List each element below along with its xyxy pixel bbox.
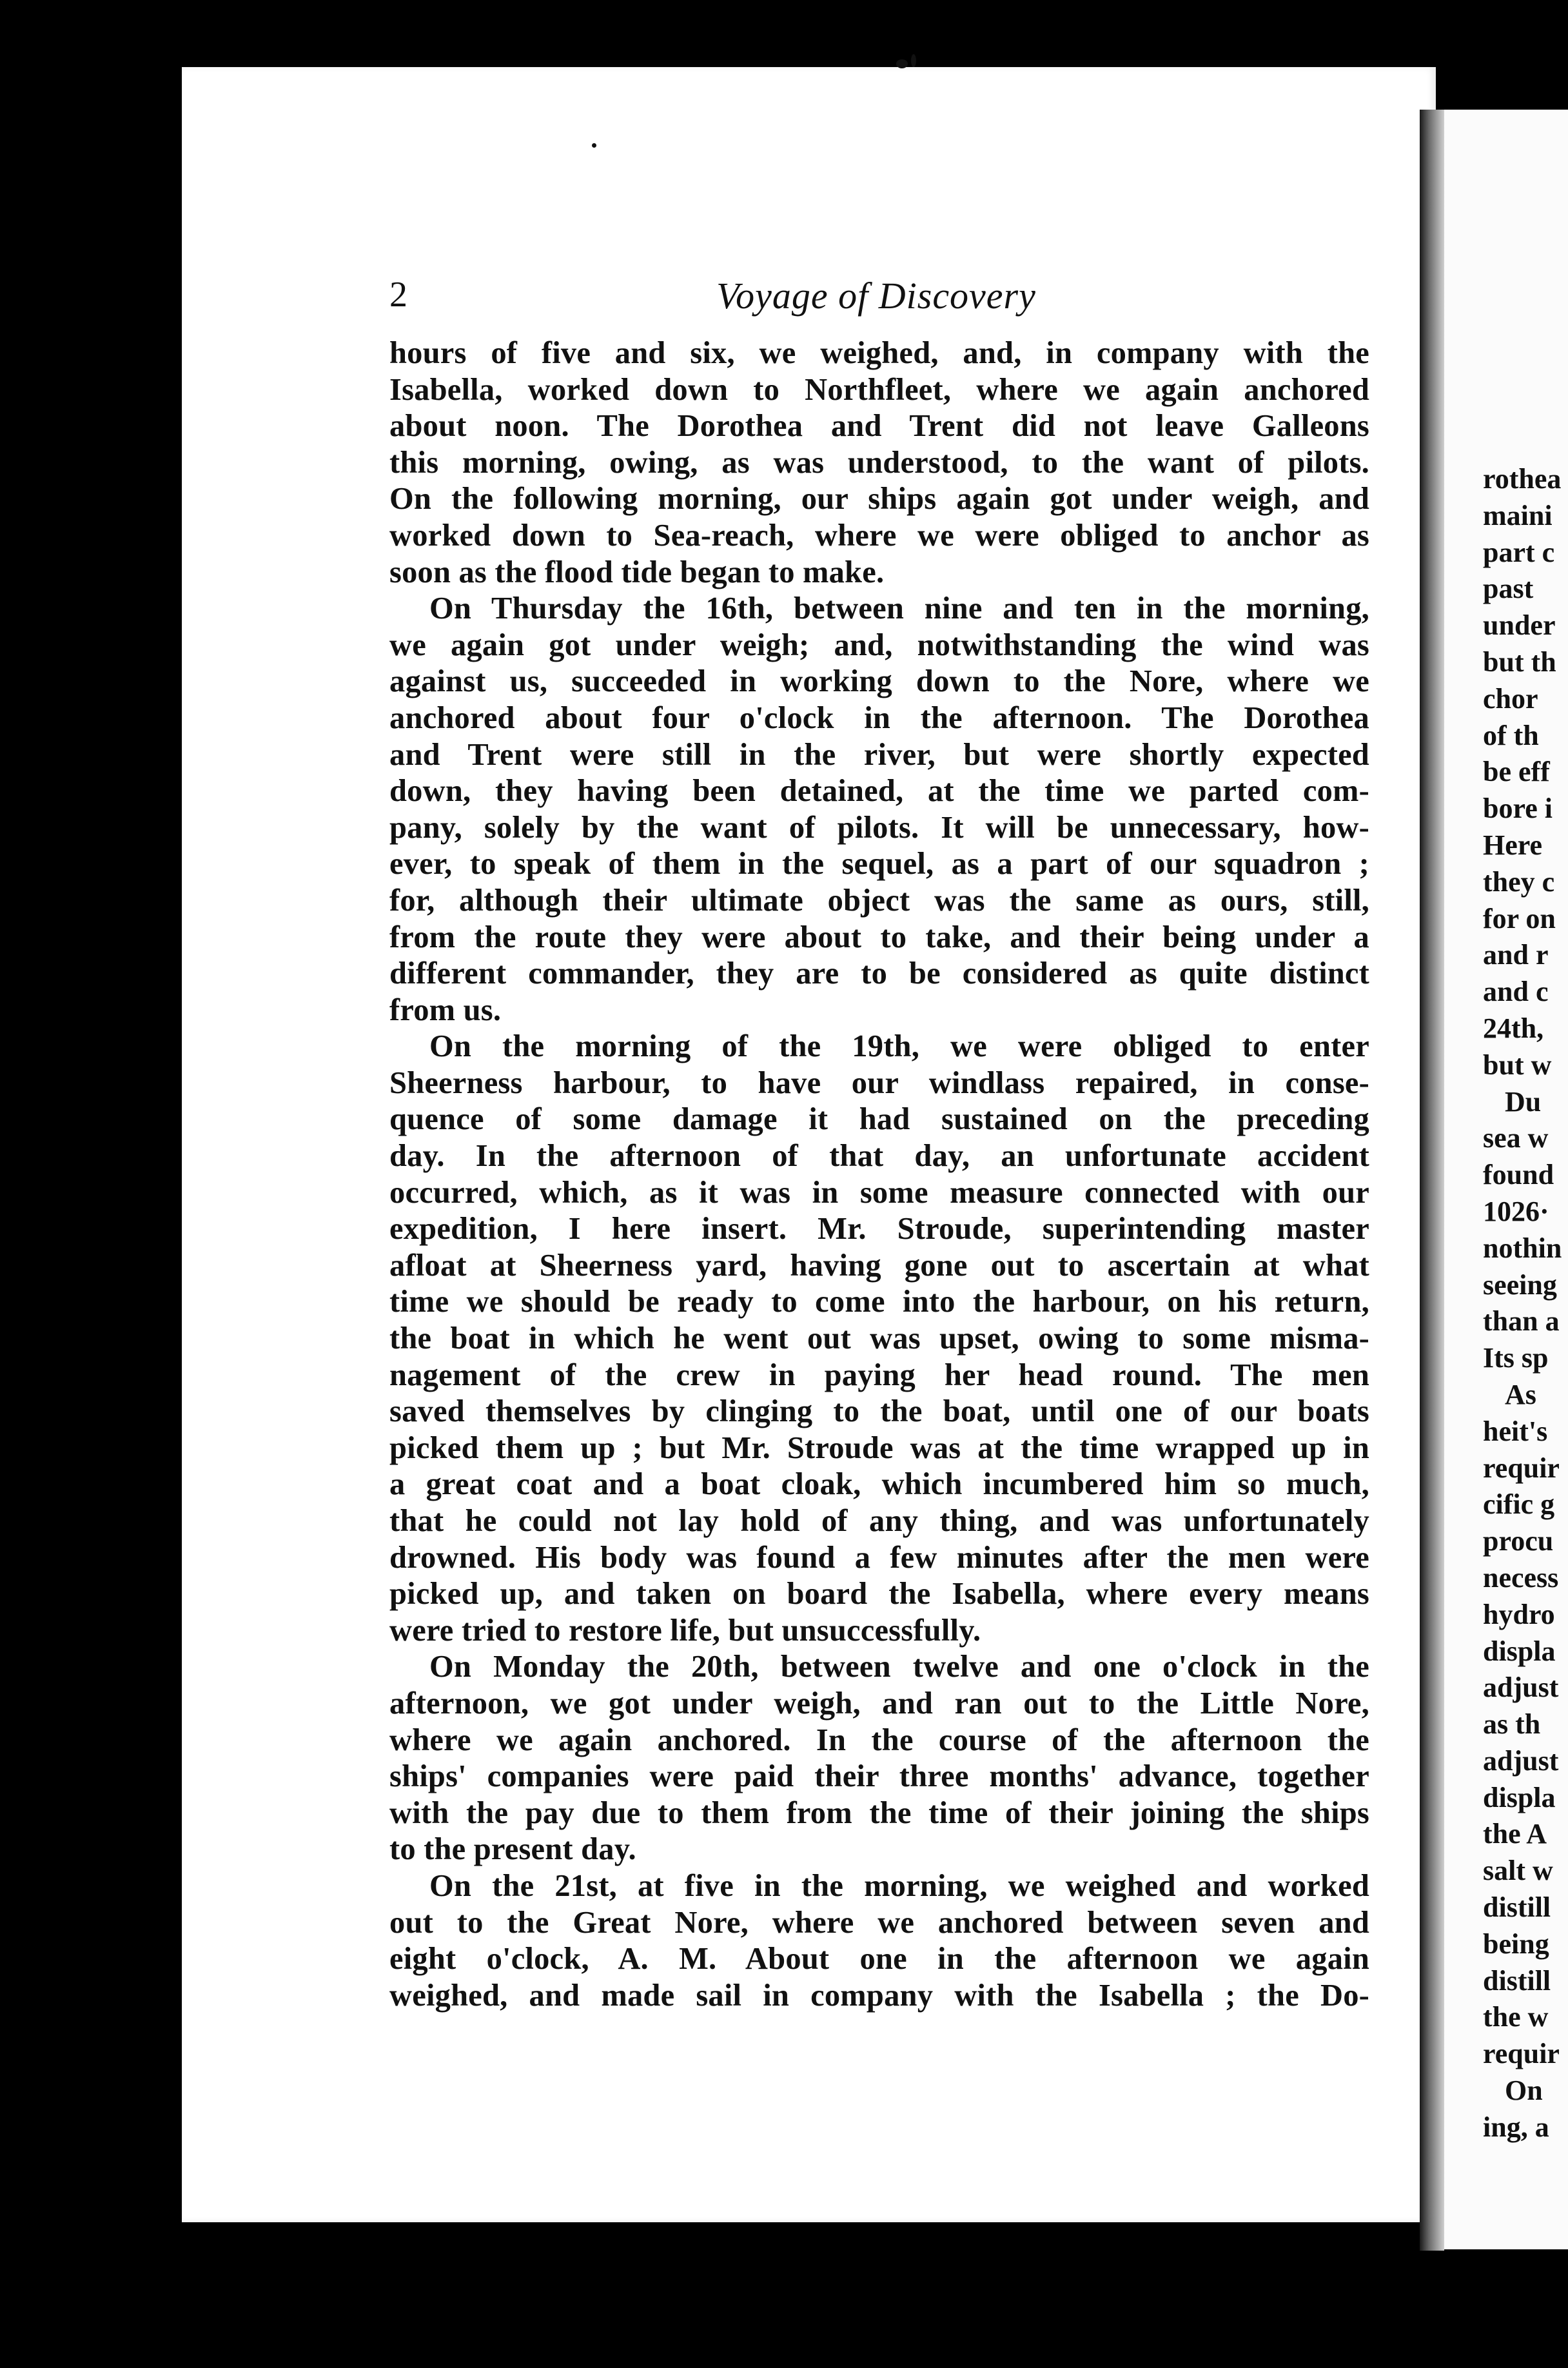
text-line: and Trent were still in the river, but were shortly expected: [389, 737, 1369, 772]
text-line: where we again anchored. In the course of the afternoon the: [389, 1722, 1369, 1757]
text-line: heit's: [1483, 1415, 1548, 1447]
text-line: being: [1483, 1928, 1549, 1960]
text-line: down, they having been detained, at the time we parted com-: [389, 774, 1369, 809]
text-line: different commander, they are to be considered as quite distinct: [389, 956, 1369, 991]
text-line: occurred, which, as it was in some measure connected with our: [389, 1175, 1369, 1210]
body-text: [389, 335, 1369, 2014]
text-line: hydro: [1483, 1598, 1555, 1630]
text-line: maini: [1483, 499, 1553, 531]
page-header: [389, 274, 1363, 326]
text-line: and c: [1483, 976, 1549, 1008]
text-line: ing, a: [1483, 2111, 1549, 2143]
text-line: necess: [1483, 1561, 1559, 1593]
text-line: seeing: [1483, 1268, 1557, 1301]
page-number: 2: [389, 275, 407, 315]
text-line: were tried to restore life, but unsuccessfully.: [389, 1613, 981, 1648]
text-line: nagement of the crew in paying her head round. The men: [389, 1357, 1369, 1392]
text-line: out to the Great Nore, where we anchored between seven and: [389, 1905, 1369, 1940]
text-line: On the following morning, our ships again got under weigh, and: [389, 482, 1369, 517]
text-line: Isabella, worked down to Northfleet, where we again anchored: [389, 372, 1369, 407]
text-line: with the pay due to them from the time of their joining the ships: [389, 1795, 1369, 1830]
text-line: worked down to Sea-reach, where we were obliged to anchor as: [389, 518, 1369, 553]
text-line: cific g: [1483, 1488, 1555, 1521]
text-line: they c: [1483, 865, 1555, 898]
text-line: ever, to speak of them in the sequel, as a part of our squadron ;: [389, 847, 1369, 882]
text-line: the A: [1483, 1818, 1547, 1850]
text-line: and r: [1483, 939, 1549, 971]
text-line: afloat at Sheerness yard, having gone out to ascertain at what: [389, 1248, 1369, 1283]
text-line: past: [1483, 573, 1534, 605]
text-line: displa: [1483, 1781, 1556, 1813]
text-line: part c: [1483, 536, 1555, 568]
text-line: but w: [1483, 1049, 1552, 1081]
text-line: for on: [1483, 902, 1556, 934]
text-line: drowned. His body was found a few minutes after the men were: [389, 1540, 1369, 1575]
text-line: On the 21st, at five in the morning, we weighed and worked: [429, 1868, 1369, 1903]
text-line: of th: [1483, 719, 1539, 751]
text-line: under: [1483, 609, 1556, 642]
text-line: about noon. The Dorothea and Trent did not leave Galleons: [389, 409, 1369, 444]
text-line: Its sp: [1483, 1342, 1549, 1374]
running-title: Voyage of Discovery: [716, 275, 1036, 317]
text-line: salt w: [1483, 1855, 1553, 1887]
text-line: eight o'clock, A. M. About one in the afternoon we again: [389, 1942, 1369, 1977]
text-line: picked them up ; but Mr. Stroude was at the time wrapped up in: [389, 1430, 1369, 1465]
text-line: than a: [1483, 1305, 1560, 1337]
book-gutter: [1420, 110, 1444, 2251]
text-line: against us, succeeded in working down to the Nore, where we: [389, 664, 1369, 699]
text-line: found: [1483, 1159, 1554, 1191]
text-line: Du: [1505, 1085, 1542, 1118]
text-line: requir: [1483, 1452, 1560, 1484]
text-line: be eff: [1483, 756, 1550, 788]
text-line: for, although their ultimate object was the same as ours, still,: [389, 883, 1369, 918]
text-line: distill: [1483, 1964, 1551, 1997]
text-line: 1026·: [1483, 1195, 1549, 1227]
text-line: expedition, I here insert. Mr. Stroude, superintending master: [389, 1212, 1369, 1247]
text-line: picked up, and taken on board the Isabella, where every means: [389, 1577, 1369, 1612]
text-line: that he could not lay hold of any thing, and was unfortunately: [389, 1504, 1369, 1538]
ink-speck: [592, 143, 596, 148]
text-line: adjust: [1483, 1744, 1559, 1777]
text-line: adjust: [1483, 1672, 1559, 1704]
text-line: day. In the afternoon of that day, an unfortunate accident: [389, 1139, 1369, 1174]
text-line: On Thursday the 16th, between nine and ten in the morning,: [429, 591, 1369, 626]
text-line: distill: [1483, 1891, 1551, 1924]
text-line: this morning, owing, as was understood, to the want of pilots.: [389, 445, 1369, 480]
text-line: As: [1505, 1378, 1536, 1410]
text-line: hours of five and six, we weighed, and, in company with the: [389, 336, 1369, 370]
ink-speck: [896, 59, 908, 68]
text-line: we again got under weigh; and, notwithstanding the wind was: [389, 627, 1369, 662]
text-line: afternoon, we got under weigh, and ran out to the Little Nore,: [389, 1686, 1369, 1721]
text-line: anchored about four o'clock in the afternoon. The Dorothea: [389, 700, 1369, 735]
text-line: quence of some damage it had sustained on the preceding: [389, 1102, 1369, 1137]
text-line: but th: [1483, 646, 1556, 678]
text-line: the boat in which he went out was upset, owing to some misma-: [389, 1321, 1369, 1356]
right-page: [1444, 110, 1568, 2249]
text-line: chor: [1483, 682, 1538, 715]
text-line: soon as the flood tide began to make.: [389, 555, 885, 589]
text-line: pany, solely by the want of pilots. It will be unnecessary, how-: [389, 810, 1369, 845]
text-line: a great coat and a boat cloak, which incumbered him so much,: [389, 1467, 1369, 1502]
text-line: requir: [1483, 2038, 1560, 2070]
text-line: the w: [1483, 2001, 1549, 2033]
text-line: from us.: [389, 992, 502, 1027]
text-line: ships' companies were paid their three months' advance, together: [389, 1759, 1369, 1794]
text-line: On the morning of the 19th, we were obliged to enter: [429, 1029, 1369, 1064]
text-line: as th: [1483, 1708, 1541, 1741]
text-line: sea w: [1483, 1122, 1549, 1154]
right-page-text: [1483, 461, 1568, 2146]
text-line: On: [1505, 2075, 1543, 2107]
text-line: Sheerness harbour, to have our windlass repaired, in conse-: [389, 1065, 1369, 1100]
text-line: from the route they were about to take, and their being under a: [389, 920, 1369, 954]
text-line: time we should be ready to come into the harbour, on his return,: [389, 1285, 1369, 1319]
text-line: weighed, and made sail in company with the Isabella ; the Do-: [389, 1978, 1369, 2013]
text-line: to the present day.: [389, 1832, 636, 1867]
text-line: nothin: [1483, 1232, 1562, 1264]
text-line: Here: [1483, 829, 1543, 861]
text-line: saved themselves by clinging to the boat, until one of our boats: [389, 1394, 1369, 1429]
text-line: displa: [1483, 1635, 1556, 1667]
text-line: 24th,: [1483, 1012, 1544, 1044]
text-line: bore i: [1483, 793, 1553, 825]
text-line: procu: [1483, 1525, 1554, 1557]
ink-speck: [911, 54, 916, 67]
text-line: rothea: [1483, 463, 1562, 495]
text-line: On Monday the 20th, between twelve and one o'clock in the: [429, 1650, 1369, 1684]
